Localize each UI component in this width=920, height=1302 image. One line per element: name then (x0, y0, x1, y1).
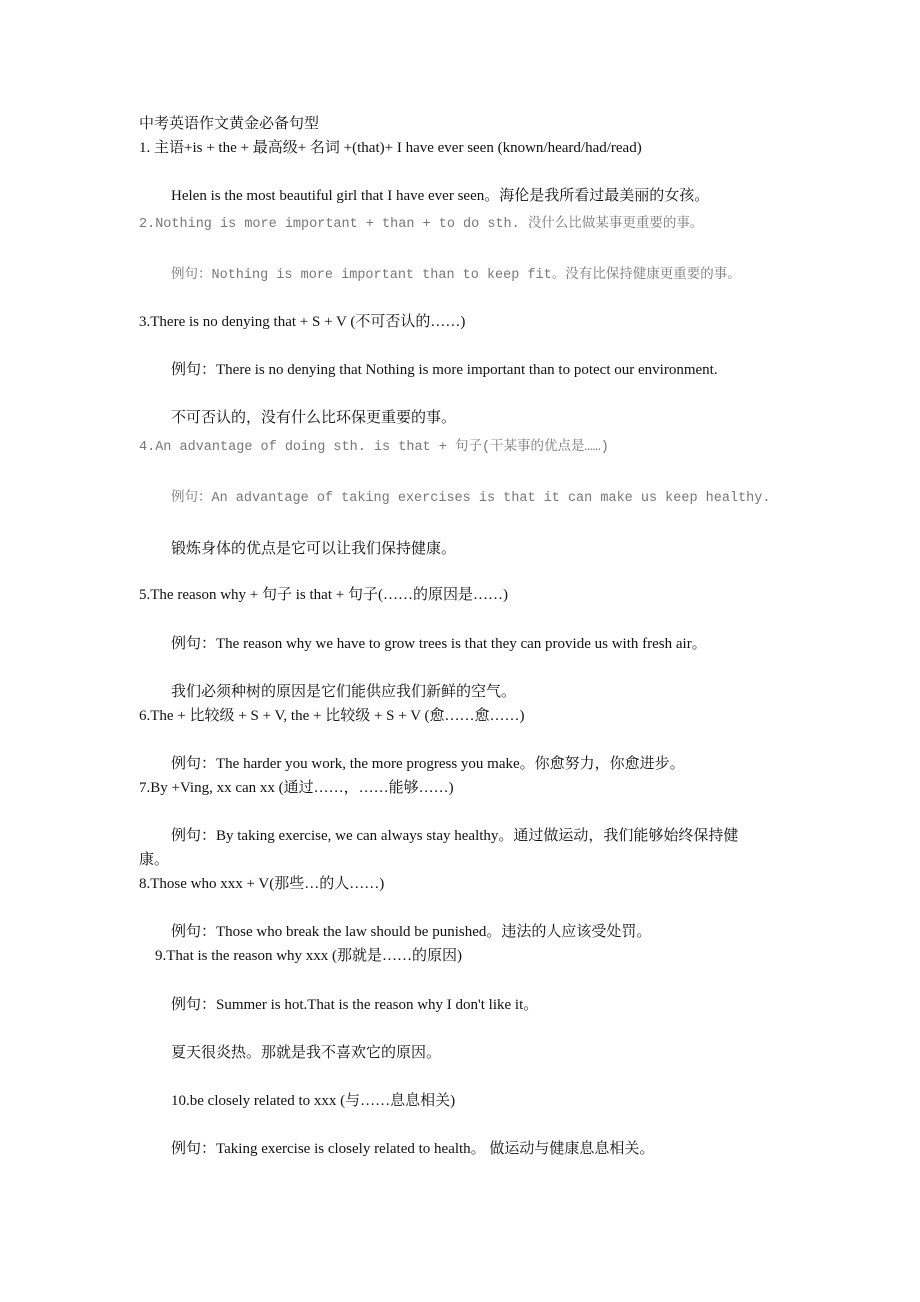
pattern-9-translation: 夏天很炎热。那就是我不喜欢它的原因。 (171, 1045, 442, 1061)
pattern-9-heading: 9.That is the reason why xxx (那就是……的原因) (155, 948, 463, 964)
pattern-3-translation: 不可否认的，没有什么比环保更重要的事。 (171, 410, 457, 426)
pattern-1-heading: 1. 主语+is + the + 最高级+ 名词 +(that)+ I have ever seen (known/heard/had/read) (139, 140, 642, 156)
pattern-3-example: 例句：There is no denying that Nothing is more important than to potect our environment. (171, 362, 718, 378)
pattern-1-example: Helen is the most beautiful girl that I have ever seen。海伦是我所看过最美丽的女孩。 (171, 188, 710, 204)
pattern-9-example: 例句：Summer is hot.That is the reason why I don't like it。 (171, 997, 539, 1013)
pattern-4-heading: 4.An advantage of doing sth. is that + 句子(干某事的优点是……) (139, 440, 609, 455)
document-title: 中考英语作文黄金必备句型 (139, 116, 320, 132)
pattern-7-example-line2: 康。 (139, 852, 170, 868)
pattern-3-heading: 3.There is no denying that + S + V (不可否认的……) (139, 314, 466, 330)
pattern-10-example: 例句：Taking exercise is closely related to health。 做运动与健康息息相关。 (171, 1141, 655, 1157)
pattern-4-translation: 锻炼身体的优点是它可以让我们保持健康。 (171, 541, 457, 557)
pattern-6-example: 例句：The harder you work, the more progress you make。你愈努力，你愈进步。 (171, 756, 685, 772)
pattern-7-heading: 7.By +Ving, xx can xx (通过……，……能够……) (139, 780, 454, 796)
pattern-5-translation: 我们必须种树的原因是它们能供应我们新鲜的空气。 (171, 684, 517, 700)
pattern-10-heading: 10.be closely related to xxx (与……息息相关) (171, 1093, 456, 1109)
pattern-5-example: 例句：The reason why we have to grow trees is that they can provide us with fresh air。 (171, 636, 707, 652)
pattern-4-example: 例句：An advantage of taking exercises is that it can make us keep healthy. (171, 491, 771, 506)
pattern-6-heading: 6.The + 比较级 + S + V, the + 比较级 + S + V (愈……愈……) (139, 708, 525, 724)
pattern-7-example-line1: 例句：By taking exercise, we can always stay healthy。通过做运动，我们能够始终保持健 (171, 828, 739, 844)
pattern-8-heading: 8.Those who xxx + V(那些…的人……) (139, 876, 385, 892)
pattern-5-heading: 5.The reason why + 句子 is that + 句子(……的原因是……) (139, 587, 508, 603)
pattern-8-example: 例句：Those who break the law should be punished。违法的人应该受处罚。 (171, 924, 652, 940)
pattern-2-heading: 2.Nothing is more important + than + to do sth. 没什么比做某事更重要的事。 (139, 217, 704, 232)
pattern-2-example: 例句：Nothing is more important than to keep fit。没有比保持健康更重要的事。 (171, 268, 741, 283)
